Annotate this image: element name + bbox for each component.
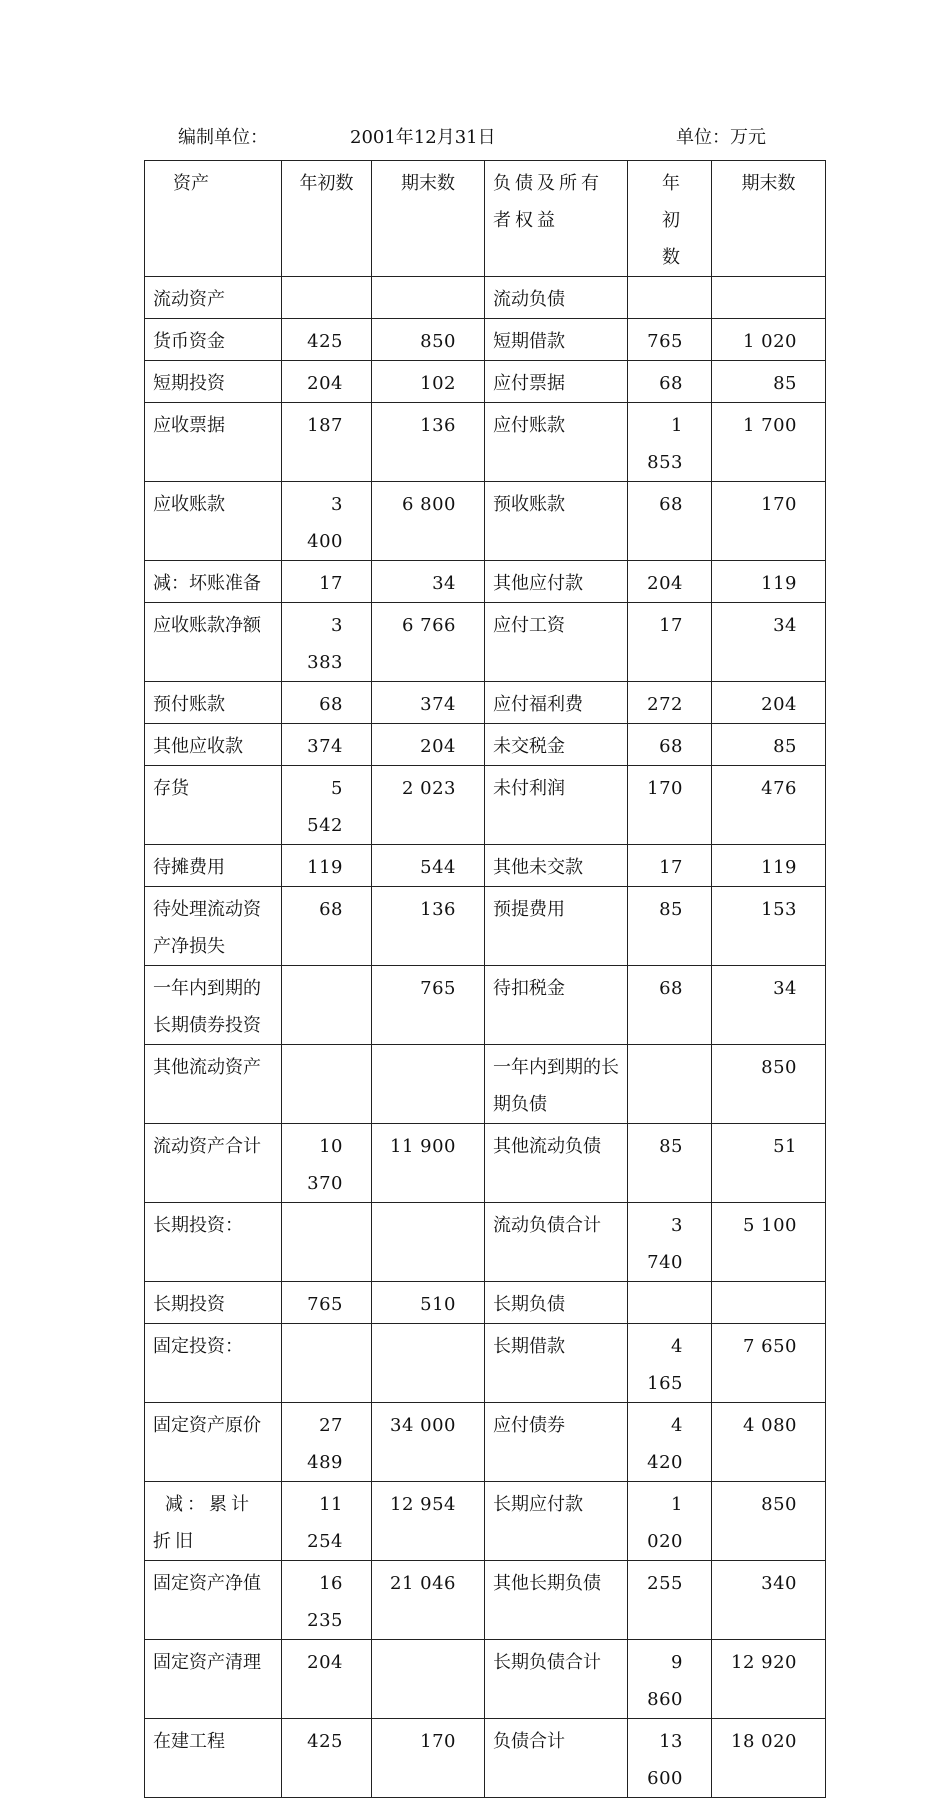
liability-end-cell: 85 xyxy=(712,361,826,403)
asset-end-cell: 170 xyxy=(372,1719,485,1798)
liability-end-cell: 153 xyxy=(712,887,826,966)
liability-end-cell: 119 xyxy=(712,845,826,887)
asset-item-cell: 货币资金 xyxy=(145,319,282,361)
liability-begin-cell: 170 xyxy=(628,766,712,845)
table-row xyxy=(145,1124,826,1203)
table-row xyxy=(145,682,826,724)
liability-item-cell: 流动负债 xyxy=(485,277,628,319)
asset-begin-cell: 374 xyxy=(282,724,372,766)
liability-item-cell: 未交税金 xyxy=(485,724,628,766)
asset-end-cell: 12 954 xyxy=(372,1482,485,1561)
asset-item-cell: 一年内到期的长期债券投资 xyxy=(145,966,282,1045)
liability-begin-cell: 68 xyxy=(628,482,712,561)
table-header-row xyxy=(145,161,826,277)
asset-end-cell: 204 xyxy=(372,724,485,766)
liability-end-cell: 170 xyxy=(712,482,826,561)
liability-item-cell: 应付债券 xyxy=(485,1403,628,1482)
asset-item-cell: 存货 xyxy=(145,766,282,845)
liability-item-cell: 其他长期负债 xyxy=(485,1561,628,1640)
liability-end-cell: 34 xyxy=(712,603,826,682)
table-row xyxy=(145,603,826,682)
asset-begin-cell: 11 254 xyxy=(282,1482,372,1561)
liability-item-cell: 长期借款 xyxy=(485,1324,628,1403)
liability-item-cell: 长期负债 xyxy=(485,1282,628,1324)
liability-end-cell: 340 xyxy=(712,1561,826,1640)
asset-item-cell: 短期投资 xyxy=(145,361,282,403)
asset-item-cell: 应收账款净额 xyxy=(145,603,282,682)
liability-item-cell: 其他应付款 xyxy=(485,561,628,603)
report-date: 2001年12月31日 xyxy=(350,127,496,148)
table-row xyxy=(145,482,826,561)
asset-begin-cell: 68 xyxy=(282,887,372,966)
liability-begin-cell: 13 600 xyxy=(628,1719,712,1798)
liability-item-cell: 负债合计 xyxy=(485,1719,628,1798)
table-row xyxy=(145,1561,826,1640)
liability-end-cell: 7 650 xyxy=(712,1324,826,1403)
liability-begin-cell: 272 xyxy=(628,682,712,724)
asset-item-cell: 待摊费用 xyxy=(145,845,282,887)
liability-begin-cell xyxy=(628,1282,712,1324)
preparer-label: 编制单位： xyxy=(178,127,268,148)
liability-item-cell: 其他未交款 xyxy=(485,845,628,887)
asset-item-cell: 其他应收款 xyxy=(145,724,282,766)
asset-end-cell: 21 046 xyxy=(372,1561,485,1640)
liability-end-cell: 850 xyxy=(712,1045,826,1124)
liability-end-cell: 476 xyxy=(712,766,826,845)
asset-item-cell: 预付账款 xyxy=(145,682,282,724)
liability-begin-cell xyxy=(628,277,712,319)
asset-begin-cell: 27 489 xyxy=(282,1403,372,1482)
liability-begin-cell xyxy=(628,1045,712,1124)
table-row xyxy=(145,1482,826,1561)
liability-end-cell: 4 080 xyxy=(712,1403,826,1482)
liability-end-cell: 1 020 xyxy=(712,319,826,361)
asset-begin-cell: 16 235 xyxy=(282,1561,372,1640)
asset-item-cell: 待处理流动资产净损失 xyxy=(145,887,282,966)
asset-end-cell: 765 xyxy=(372,966,485,1045)
liability-item-cell: 流动负债合计 xyxy=(485,1203,628,1282)
table-row xyxy=(145,1719,826,1798)
asset-begin-cell: 119 xyxy=(282,845,372,887)
liability-begin-cell: 1 020 xyxy=(628,1482,712,1561)
asset-begin-cell: 3 383 xyxy=(282,603,372,682)
asset-begin-cell xyxy=(282,277,372,319)
table-row xyxy=(145,1203,826,1282)
asset-end-cell xyxy=(372,1324,485,1403)
liability-end-cell: 204 xyxy=(712,682,826,724)
liability-end-cell: 34 xyxy=(712,966,826,1045)
asset-end-cell: 6 800 xyxy=(372,482,485,561)
liability-item-cell: 预提费用 xyxy=(485,887,628,966)
liability-end-cell: 850 xyxy=(712,1482,826,1561)
liability-end-cell: 5 100 xyxy=(712,1203,826,1282)
liability-begin-cell: 68 xyxy=(628,966,712,1045)
asset-begin-cell: 204 xyxy=(282,361,372,403)
balance-sheet-table xyxy=(144,160,826,1798)
liability-item-cell: 预收账款 xyxy=(485,482,628,561)
asset-item-cell: 其他流动资产 xyxy=(145,1045,282,1124)
asset-end-cell: 11 900 xyxy=(372,1124,485,1203)
table-row xyxy=(145,766,826,845)
asset-begin-cell: 5 542 xyxy=(282,766,372,845)
liability-begin-cell: 1 853 xyxy=(628,403,712,482)
asset-item-cell: 长期投资 xyxy=(145,1282,282,1324)
column-header-assets-end: 期末数 xyxy=(372,161,485,277)
liability-item-cell: 未付利润 xyxy=(485,766,628,845)
asset-item-cell: 固定资产原价 xyxy=(145,1403,282,1482)
column-header-liabilities: 负债及所有者权益 xyxy=(485,161,628,277)
table-row xyxy=(145,1403,826,1482)
table-row xyxy=(145,724,826,766)
liability-item-cell: 应付工资 xyxy=(485,603,628,682)
asset-begin-cell: 204 xyxy=(282,1640,372,1719)
liability-begin-cell: 255 xyxy=(628,1561,712,1640)
asset-begin-cell: 187 xyxy=(282,403,372,482)
liability-end-cell: 85 xyxy=(712,724,826,766)
liability-begin-cell: 17 xyxy=(628,603,712,682)
asset-begin-cell: 425 xyxy=(282,319,372,361)
asset-item-cell: 流动资产 xyxy=(145,277,282,319)
liability-item-cell: 应付账款 xyxy=(485,403,628,482)
liability-begin-cell: 85 xyxy=(628,1124,712,1203)
asset-begin-cell xyxy=(282,1324,372,1403)
liability-item-cell: 待扣税金 xyxy=(485,966,628,1045)
asset-item-cell: 固定资产净值 xyxy=(145,1561,282,1640)
asset-item-cell: 流动资产合计 xyxy=(145,1124,282,1203)
liability-end-cell: 119 xyxy=(712,561,826,603)
asset-end-cell: 2 023 xyxy=(372,766,485,845)
liability-begin-cell: 68 xyxy=(628,361,712,403)
liability-end-cell xyxy=(712,277,826,319)
table-row xyxy=(145,277,826,319)
table-row xyxy=(145,1045,826,1124)
asset-end-cell: 374 xyxy=(372,682,485,724)
asset-end-cell xyxy=(372,277,485,319)
column-header-liabilities-begin: 年初数 xyxy=(628,161,712,277)
asset-begin-cell: 3 400 xyxy=(282,482,372,561)
asset-item-cell: 固定资产清理 xyxy=(145,1640,282,1719)
table-row xyxy=(145,1282,826,1324)
column-header-assets-begin: 年初数 xyxy=(282,161,372,277)
asset-begin-cell: 765 xyxy=(282,1282,372,1324)
asset-end-cell: 6 766 xyxy=(372,603,485,682)
table-row xyxy=(145,561,826,603)
asset-end-cell: 102 xyxy=(372,361,485,403)
asset-begin-cell xyxy=(282,1203,372,1282)
asset-end-cell: 544 xyxy=(372,845,485,887)
liability-begin-cell: 17 xyxy=(628,845,712,887)
asset-end-cell: 34 000 xyxy=(372,1403,485,1482)
liability-end-cell: 51 xyxy=(712,1124,826,1203)
liability-begin-cell: 85 xyxy=(628,887,712,966)
liability-item-cell: 长期应付款 xyxy=(485,1482,628,1561)
liability-item-cell: 应付票据 xyxy=(485,361,628,403)
column-header-liabilities-end: 期末数 xyxy=(712,161,826,277)
liability-end-cell: 12 920 xyxy=(712,1640,826,1719)
liability-item-cell: 短期借款 xyxy=(485,319,628,361)
liability-end-cell: 18 020 xyxy=(712,1719,826,1798)
asset-end-cell: 850 xyxy=(372,319,485,361)
liability-item-cell: 长期负债合计 xyxy=(485,1640,628,1719)
asset-end-cell xyxy=(372,1045,485,1124)
liability-begin-cell: 9 860 xyxy=(628,1640,712,1719)
liability-begin-cell: 4 420 xyxy=(628,1403,712,1482)
asset-end-cell: 34 xyxy=(372,561,485,603)
asset-end-cell: 136 xyxy=(372,403,485,482)
table-row xyxy=(145,1324,826,1403)
asset-item-cell: 减：累计折旧 xyxy=(145,1482,282,1561)
asset-begin-cell xyxy=(282,1045,372,1124)
currency-unit: 单位：万元 xyxy=(676,127,766,148)
asset-item-cell: 长期投资： xyxy=(145,1203,282,1282)
table-row xyxy=(145,887,826,966)
liability-item-cell: 其他流动负债 xyxy=(485,1124,628,1203)
asset-begin-cell: 17 xyxy=(282,561,372,603)
table-row xyxy=(145,1640,826,1719)
liability-begin-cell: 4 165 xyxy=(628,1324,712,1403)
table-body xyxy=(145,277,826,1798)
liability-begin-cell: 765 xyxy=(628,319,712,361)
liability-begin-cell: 3 740 xyxy=(628,1203,712,1282)
liability-begin-cell: 68 xyxy=(628,724,712,766)
asset-begin-cell: 425 xyxy=(282,1719,372,1798)
asset-item-cell: 应收账款 xyxy=(145,482,282,561)
table-row xyxy=(145,361,826,403)
asset-item-cell: 在建工程 xyxy=(145,1719,282,1798)
asset-begin-cell xyxy=(282,966,372,1045)
table-row xyxy=(145,845,826,887)
liability-item-cell: 一年内到期的长期负债 xyxy=(485,1045,628,1124)
asset-end-cell xyxy=(372,1203,485,1282)
liability-item-cell: 应付福利费 xyxy=(485,682,628,724)
column-header-assets: 资产 xyxy=(145,161,282,277)
table-row xyxy=(145,319,826,361)
asset-end-cell: 510 xyxy=(372,1282,485,1324)
asset-item-cell: 减：坏账准备 xyxy=(145,561,282,603)
asset-begin-cell: 68 xyxy=(282,682,372,724)
asset-end-cell: 136 xyxy=(372,887,485,966)
liability-end-cell xyxy=(712,1282,826,1324)
table-row xyxy=(145,403,826,482)
liability-end-cell: 1 700 xyxy=(712,403,826,482)
liability-begin-cell: 204 xyxy=(628,561,712,603)
asset-end-cell xyxy=(372,1640,485,1719)
asset-item-cell: 应收票据 xyxy=(145,403,282,482)
asset-begin-cell: 10 370 xyxy=(282,1124,372,1203)
asset-item-cell: 固定投资： xyxy=(145,1324,282,1403)
table-row xyxy=(145,966,826,1045)
